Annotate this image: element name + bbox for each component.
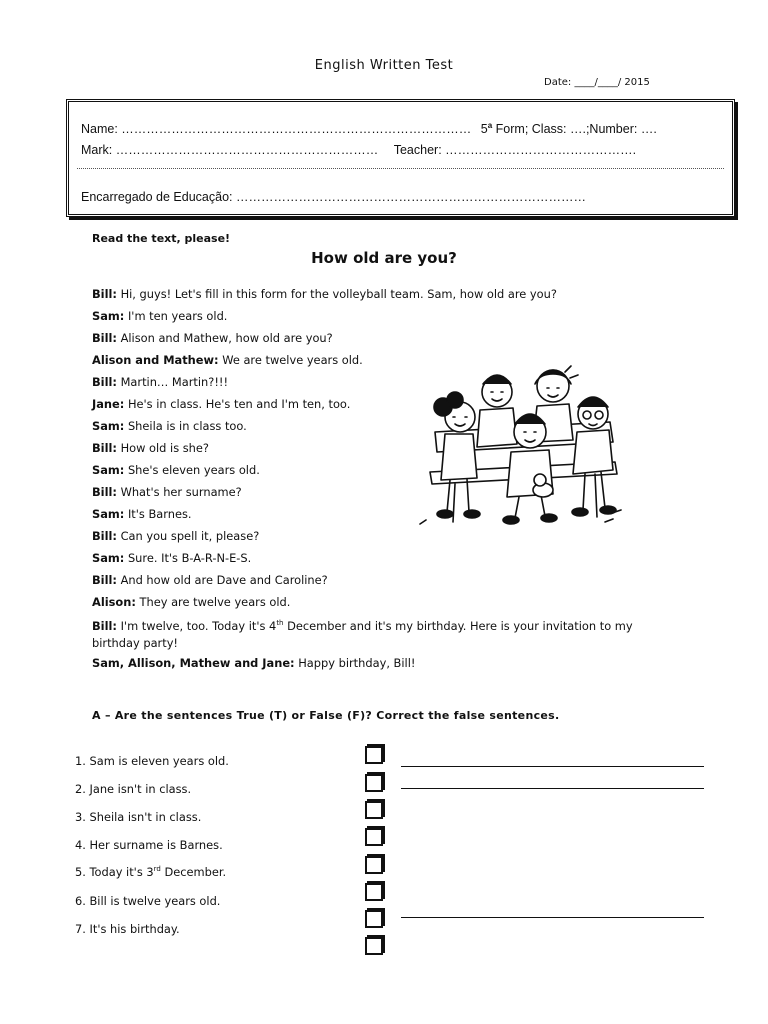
speech: Can you spell it, please? [116,529,260,543]
speech: We are twelve years old. [218,353,363,367]
speech: Happy birthday, Bill! [294,656,416,670]
dialog-line [92,329,672,351]
speech: Martin… Martin?!!! [116,375,229,389]
answer-checkbox[interactable] [365,856,383,874]
dialog-line [92,654,672,676]
speaker: Sam: [92,463,125,477]
question-item: 1. Sam is eleven years old. [75,754,229,768]
speech: What's her surname? [116,485,242,499]
teacher-field: Teacher: ………………………………………. [393,143,637,157]
speaker: Sam: [92,551,125,565]
speaker: Sam: [92,419,125,433]
separator-dots [77,168,724,169]
speaker: Bill: [92,331,117,345]
question-item: 7. It's his birthday. [75,922,180,936]
dialog-line [92,307,672,329]
children-on-bench-illustration [415,362,630,527]
mark-row [81,143,636,157]
answer-checkbox[interactable] [365,910,383,928]
name-row [81,121,657,136]
speech: Hi, guys! Let's fill in this form for the volleyball team. Sam, how old are you? [116,287,557,301]
speaker: Bill: [92,529,117,543]
answer-checkbox[interactable] [365,937,383,955]
speech: How old is she? [116,441,209,455]
answer-checkbox[interactable] [365,774,383,792]
answer-checkbox[interactable] [365,801,383,819]
speech: And how old are Dave and Caroline? [116,573,328,587]
question-item: 2. Jane isn't in class. [75,782,192,796]
class-number-field: Form; Class: ….;Number: …. [492,122,657,137]
speaker: Bill: [92,618,117,633]
speaker: Sam: [92,309,125,323]
dialog-line [92,549,672,571]
date-field: Date: ____/____/ 2015 [544,77,650,88]
speech: It's Barnes. [124,507,192,521]
speech: They are twelve years old. [135,595,291,609]
question-item: 6. Bill is twelve years old. [75,894,221,908]
dialog-line [92,285,672,307]
speech: Sure. It's B-A-R-N-E-S. [124,551,252,565]
speech: I'm ten years old. [124,309,228,323]
story-title: How old are you? [311,249,457,267]
question-text: December. [160,865,227,879]
question-item: 3. Sheila isn't in class. [75,810,202,824]
dialog-line [92,593,672,615]
question-text: 5. Today it's 3 [75,865,154,879]
speech: He's in class. He's ten and I'm ten, too. [124,397,351,411]
speech: I'm twelve, too. Today it's 4 [116,618,277,633]
student-info-box [66,99,735,217]
answer-checkbox[interactable] [365,746,383,764]
reading-instruction: Read the text, please! [92,232,231,245]
question-item [75,865,226,879]
guardian-field: Encarregado de Educação: ………………………………………………………………………… [81,190,586,204]
speaker: Alison: [92,595,136,609]
ordinal-suffix: th [276,619,284,627]
speech: Alison and Mathew, how old are you? [116,331,333,345]
speaker: Sam, Allison, Mathew and Jane: [92,656,295,670]
form-number: 5 [480,122,488,137]
speech: She's eleven years old. [124,463,260,477]
speaker: Alison and Mathew: [92,353,219,367]
speaker: Bill: [92,287,117,301]
question-item: 4. Her surname is Barnes. [75,838,223,852]
answer-checkbox[interactable] [365,883,383,901]
speaker: Jane: [92,397,125,411]
dialog-line [92,571,672,593]
test-title: English Written Test [314,58,454,73]
dialog-line [92,615,672,654]
correction-line[interactable] [401,766,704,767]
dialog-line [92,527,672,549]
answer-checkbox[interactable] [365,828,383,846]
speech: Sheila is in class too. [124,419,247,433]
correction-line[interactable] [401,788,704,789]
correction-line[interactable] [401,917,704,918]
speaker: Bill: [92,485,117,499]
mark-field: Mark: ……………………………………………………… [81,143,379,157]
speaker: Sam: [92,507,125,521]
speaker: Bill: [92,441,117,455]
ordinal-suffix: rd [153,865,161,874]
name-field: Name: ………………………………………………………………………… [81,122,472,137]
speaker: Bill: [92,573,117,587]
section-a-title: A – Are the sentences True (T) or False (F)? Correct the false sentences. [92,709,560,722]
speaker: Bill: [92,375,117,389]
form-superscript: a [487,121,493,130]
speech: December and it's my birthday. Here is your invitation to my birthday party! [92,618,633,650]
